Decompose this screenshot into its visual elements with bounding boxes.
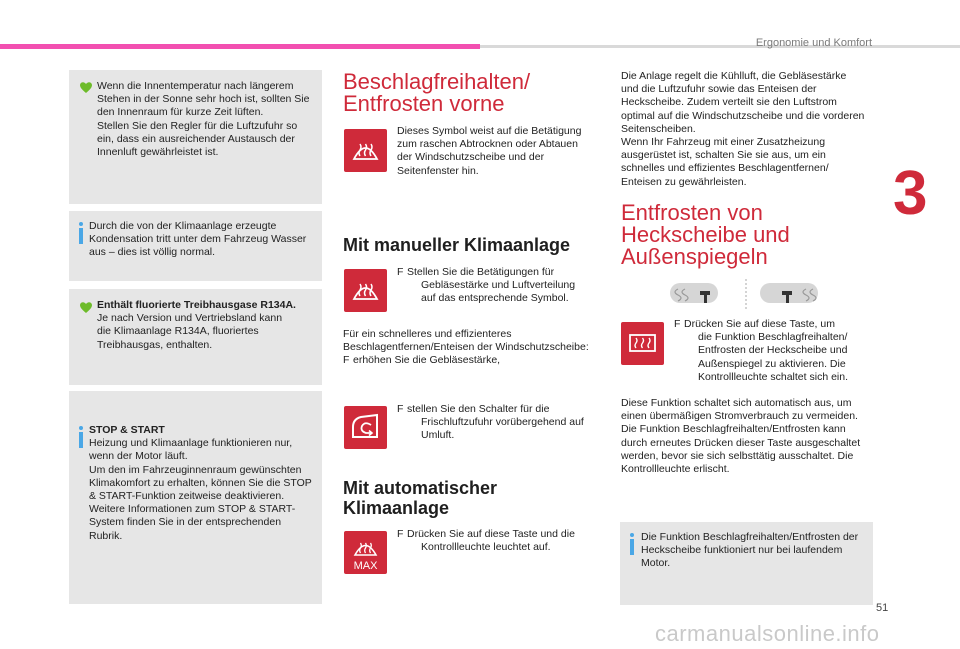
info-icon	[79, 222, 83, 226]
heading-front-defrost: Beschlagfreihalten/ Entfrosten vorne	[343, 69, 531, 116]
auto-step: F Drücken Sie auf diese Taste und die Kontrollleuchte leuchtet auf.	[397, 528, 575, 554]
bullet-icon: F	[397, 266, 404, 278]
heading-rear-defrost: Entfrosten von Heckscheibe und Außenspiegeln	[621, 200, 790, 269]
front-defrost-intro: Dieses Symbol weist auf die Betätigung zum raschen Abtrocknen oder Abtauen der Windschutzscheibe und der Seitenfenster hin.	[397, 125, 582, 177]
page-number: 51	[876, 602, 889, 614]
bullet-icon: F	[397, 403, 404, 415]
note-info-text: Durch die von der Klimaanlage erzeugte Kondensation tritt unter dem Fahrzeug Wasser aus – dies ist völlig normal.	[89, 220, 307, 259]
leaf-heart-icon	[79, 300, 93, 314]
info-icon	[630, 533, 634, 537]
front-defrost-icon	[344, 269, 387, 312]
info-icon	[79, 426, 83, 430]
manual-para: Für ein schnelleres und effizienteres Beschlagentfernen/Enteisen der Windschutzscheibe: F erhöhen Sie die Gebläsestärke,	[343, 328, 589, 367]
leaf-heart-icon	[79, 80, 93, 94]
header-divider	[480, 45, 960, 48]
rear-defrost-icon	[621, 322, 664, 365]
info-icon-bar	[630, 539, 634, 555]
rear-defrost-para: Diese Funktion schaltet sich automatisch aus, um einen übermäßigen Stromverbrauch zu vermeiden. Die Funktion Beschlagfreihalten/Entfrosten kann durch erneutes Drücken dieser Taste ausgeschaltet werden, bevor sie sich selbsttätig ausschaltet. Die Kontrollleuchte erlischt.	[621, 397, 861, 476]
mirror-defrost-illustration	[670, 279, 830, 309]
info-icon-bar	[79, 432, 83, 448]
air-recirculation-icon	[344, 406, 387, 449]
watermark: carmanualsonline.info	[655, 621, 880, 646]
note-refrigerant-text: Enthält fluorierte Treibhausgase R134A. Je nach Version und Vertriebsland kann die Klimaanlage R134A, fluoriertes Treibhausgas, enthalten.	[97, 299, 296, 351]
max-label: MAX	[353, 560, 378, 572]
rear-defrost-step: F Drücken Sie auf diese Taste, um die Funktion Beschlagfreihalten/ Entfrosten der Heckscheibe und Außenspiegel zu aktivieren. Die Kontrollleuchte schaltet sich ein.	[674, 318, 848, 383]
manual-step-3: F stellen Sie den Schalter für die Frischluftzufuhr vorübergehend auf Umluft.	[397, 403, 584, 442]
note-eco-text: Wenn die Innentemperatur nach längerem Stehen in der Sonne sehr hoch ist, sollten Sie den Innenraum für kurze Zeit lüften. Stellen Sie den Regler für die Luftzufuhr so ein, dass ein ausreichender Austausch der Innenluft gewährleistet ist.	[97, 80, 310, 159]
note-stop-start-text: STOP & START Heizung und Klimaanlage funktionieren nur, wenn der Motor läuft. Um den im Fahrzeuginnenraum gewünschten Klimakomfort zu erhalten, können Sie die STOP & START-Funktion zeitweise deaktivieren. Weitere Informationen zum STOP & START- System finden Sie in der entsprechenden Rubrik.	[89, 424, 312, 542]
chapter-number: 3	[893, 159, 928, 228]
bullet-icon: F	[674, 318, 681, 330]
max-defrost-icon	[344, 531, 387, 574]
auto-ac-intro: Die Anlage regelt die Kühlluft, die Gebläsestärke und die Luftzufuhr sowie das Enteisen der Heckscheibe. Zudem verteilt sie den Luftstrom optimal auf die Windschutzscheibe und die vorderen Seitenscheiben. Wenn Ihr Fahrzeug mit einer Zusatzheizung ausgerüstet ist, schalten Sie sie aus, um ein schnelles und effizientes Beschlagentfernen/ Enteisen zu gewährleisten.	[621, 70, 865, 188]
bullet-icon: F	[397, 528, 404, 540]
heading-manual-ac: Mit manueller Klimaanlage	[343, 235, 571, 255]
section-title: Ergonomie und Komfort	[755, 37, 872, 49]
header-accent-bar	[0, 44, 480, 49]
manual-step-1: F Stellen Sie die Betätigungen für Gebläsestärke und Luftverteilung auf das entsprechende Symbol.	[397, 266, 576, 305]
heading-auto-ac: Mit automatischer Klimaanlage	[343, 478, 498, 518]
front-defrost-icon	[344, 129, 387, 172]
bullet-icon: F	[343, 354, 350, 367]
info-icon-bar	[79, 228, 83, 244]
note-rear-defrost-text: Die Funktion Beschlagfreihalten/Entfrosten der Heckscheibe funktioniert nur bei laufendem Motor.	[641, 531, 859, 570]
